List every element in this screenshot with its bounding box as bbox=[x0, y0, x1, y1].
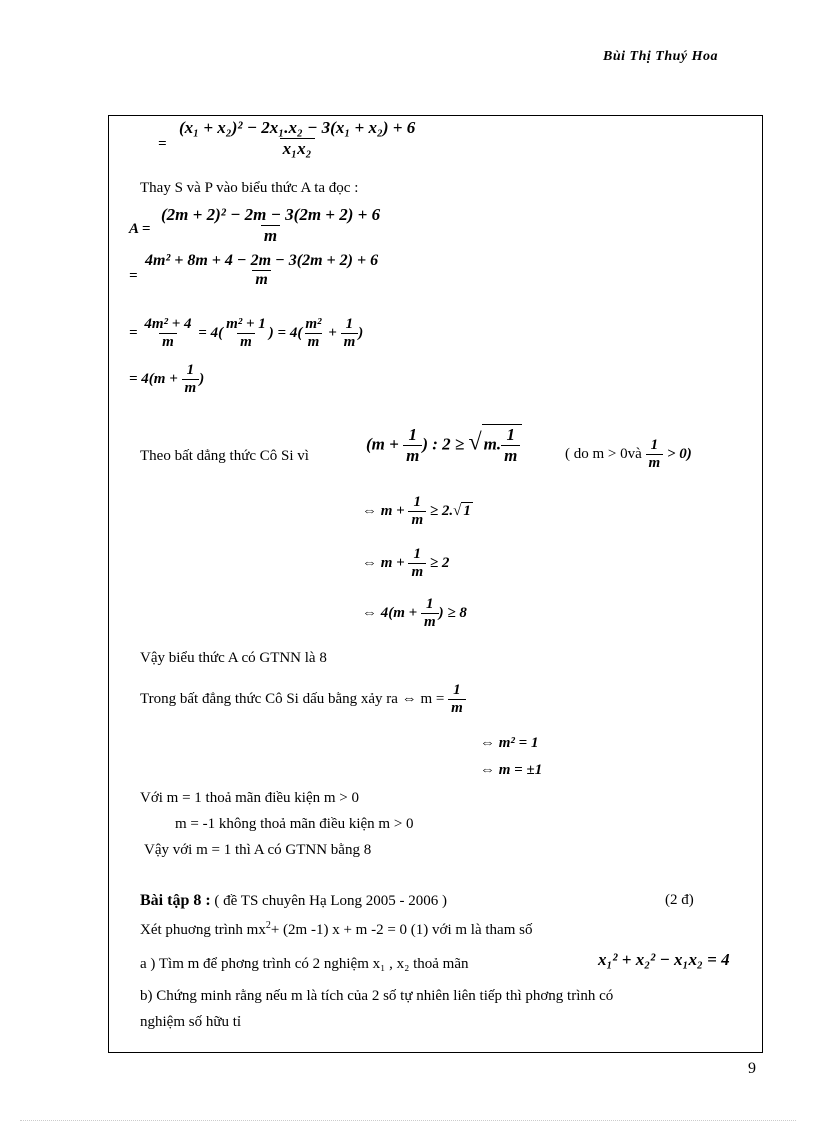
cosi-step2 bbox=[362, 546, 449, 581]
cosi-step2-b: ≥ 2 bbox=[429, 554, 450, 571]
cosi-step2-den: m bbox=[408, 563, 426, 581]
eq3-mid1: = 4( bbox=[198, 324, 224, 341]
eq3-end: ) bbox=[358, 324, 364, 341]
cosi-step1-root: 1 bbox=[463, 502, 471, 519]
eq3-eq: = bbox=[129, 324, 138, 341]
exercise-part-b-line2: nghiệm số hữu tỉ bbox=[140, 1014, 242, 1030]
cosi-root: m. bbox=[483, 434, 502, 454]
eq3-mid2: ) = 4( bbox=[268, 324, 303, 341]
eq3-f4-den: m bbox=[341, 333, 359, 351]
eq2-denominator: m bbox=[252, 270, 270, 289]
exercise-line1-b: + (2m -1) x + m -2 = 0 (1) với m là tham số bbox=[270, 922, 533, 938]
cosi-step1-b: ≥ 2. bbox=[429, 502, 454, 519]
cosi-step3-num: 1 bbox=[426, 596, 434, 612]
cosi-cond-den: m bbox=[646, 454, 664, 472]
eq2-lhs: = bbox=[129, 268, 138, 284]
cosi-step1-a: ⇔ m + bbox=[362, 502, 405, 519]
eq1-denominator: x₁x₂ bbox=[280, 138, 315, 159]
conclusion-equality-den: m bbox=[448, 699, 466, 717]
exercise-equation-line bbox=[140, 920, 532, 939]
page-number: 9 bbox=[748, 1060, 756, 1077]
cosi-root-den: m bbox=[501, 445, 520, 466]
eq3-f2-num: m² + 1 bbox=[226, 316, 266, 332]
cosi-open: (m + bbox=[366, 434, 399, 454]
cosi-lead: Theo bất dẳng thức Cô Si vì bbox=[140, 448, 309, 464]
eq4-num: 1 bbox=[186, 362, 195, 378]
cosi-step2-num: 1 bbox=[413, 546, 422, 562]
eqA-fraction bbox=[158, 205, 383, 246]
conclusion-case2: m = -1 không thoả mãn điều kiện m > 0 bbox=[175, 816, 414, 832]
eq4-end: ) bbox=[199, 370, 205, 387]
cosi-step3-a: ⇔ 4(m + bbox=[362, 604, 418, 621]
exercise-part-a-condition: x₁² + x₂² − x₁x₂ = 4 bbox=[598, 950, 730, 969]
eq2-fraction bbox=[142, 252, 381, 289]
conclusion-equality-text: Trong bất đẳng thức Cô Si dấu bằng xảy ra ⇔ m = bbox=[140, 690, 445, 707]
conclusion-m-pm: ⇔ m = ±1 bbox=[480, 762, 543, 778]
eqA-numerator: (2m + 2)² − 2m − 3(2m + 2) + 6 bbox=[161, 205, 381, 224]
eq3-f4-num: 1 bbox=[345, 316, 354, 332]
eq1-equals: = bbox=[158, 136, 167, 152]
cosi-step3 bbox=[362, 596, 467, 631]
cosi-cond-a: ( do m > 0và bbox=[565, 445, 642, 462]
eq3-plus: + bbox=[328, 324, 337, 341]
eq3-f3-den: m bbox=[305, 333, 323, 351]
cosi-step3-b: ) ≥ 8 bbox=[438, 604, 467, 621]
cosi-condition bbox=[565, 437, 692, 472]
eq3-f3-num: m² bbox=[305, 316, 322, 332]
eq3-row bbox=[129, 316, 363, 351]
exercise-title: Bài tập 8 : bbox=[140, 892, 211, 909]
cosi-step3-den: m bbox=[421, 613, 439, 631]
conclusion-case1: Với m = 1 thoả mãn điều kiện m > 0 bbox=[140, 790, 359, 806]
cosi-step1 bbox=[362, 494, 473, 529]
eq2-numerator: 4m² + 8m + 4 − 2m − 3(2m + 2) + 6 bbox=[145, 252, 379, 269]
cosi-num: 1 bbox=[408, 425, 417, 444]
eq4-den: m bbox=[182, 379, 200, 397]
conclusion-equality bbox=[140, 682, 466, 717]
cosi-cond-num: 1 bbox=[650, 437, 659, 453]
exercise-header bbox=[140, 892, 447, 910]
exercise-source: ( đề TS chuyên Hạ Long 2005 - 2006 ) bbox=[214, 893, 448, 909]
sqrt-icon: √ bbox=[453, 502, 462, 519]
cosi-step1-den: m bbox=[408, 511, 426, 529]
eq3-f1-num: 4m² + 4 bbox=[144, 316, 192, 332]
eqA-lhs: A = bbox=[129, 221, 151, 237]
cosi-den: m bbox=[403, 445, 422, 466]
cosi-cond-b: > 0) bbox=[666, 445, 692, 462]
cosi-root-num: 1 bbox=[506, 425, 515, 444]
exercise-part-b-line1: b) Chứng minh rằng nếu m là tích của 2 số tự nhiên liên tiếp thì phơng trình có bbox=[140, 988, 614, 1004]
conclusion-m-squared: ⇔ m² = 1 bbox=[480, 735, 539, 751]
exercise-points: (2 đ) bbox=[665, 892, 694, 908]
cosi-close: ) : 2 ≥ bbox=[422, 434, 465, 454]
cosi-formula bbox=[366, 424, 522, 466]
conclusion-final: Vậy với m = 1 thì A có GTNN bằng 8 bbox=[144, 842, 372, 858]
eq3-f2-den: m bbox=[237, 333, 255, 351]
eq1-fraction bbox=[176, 118, 418, 159]
eq1-numerator: (x₁ + x₂)² − 2x₁.x₂ − 3(x₁ + x₂) + 6 bbox=[179, 118, 416, 137]
text-substitute: Thay S và P vào biểu thức A ta đọc : bbox=[140, 180, 359, 196]
eq4-a: = 4(m + bbox=[129, 370, 178, 387]
cosi-step1-num: 1 bbox=[413, 494, 422, 510]
cosi-step2-a: ⇔ m + bbox=[362, 554, 405, 571]
conclusion-equality-num: 1 bbox=[453, 682, 461, 698]
bottom-divider bbox=[20, 1120, 796, 1121]
exercise-part-a: a ) Tìm m để phơng trình có 2 nghiệm x₁ , x₂ thoả mãn bbox=[140, 956, 469, 972]
sqrt-icon: √ bbox=[468, 429, 482, 456]
eq4-row bbox=[129, 362, 204, 397]
exercise-line1-a: Xét phuơng trình mx bbox=[140, 922, 266, 938]
eq3-f1-den: m bbox=[159, 333, 177, 351]
eqA-denominator: m bbox=[261, 225, 280, 246]
exercise-line1-sup: 2 bbox=[265, 920, 271, 931]
header-author: Bùi Thị Thuý Hoa bbox=[603, 49, 718, 64]
conclusion-min: Vậy biểu thức A có GTNN là 8 bbox=[140, 650, 327, 666]
